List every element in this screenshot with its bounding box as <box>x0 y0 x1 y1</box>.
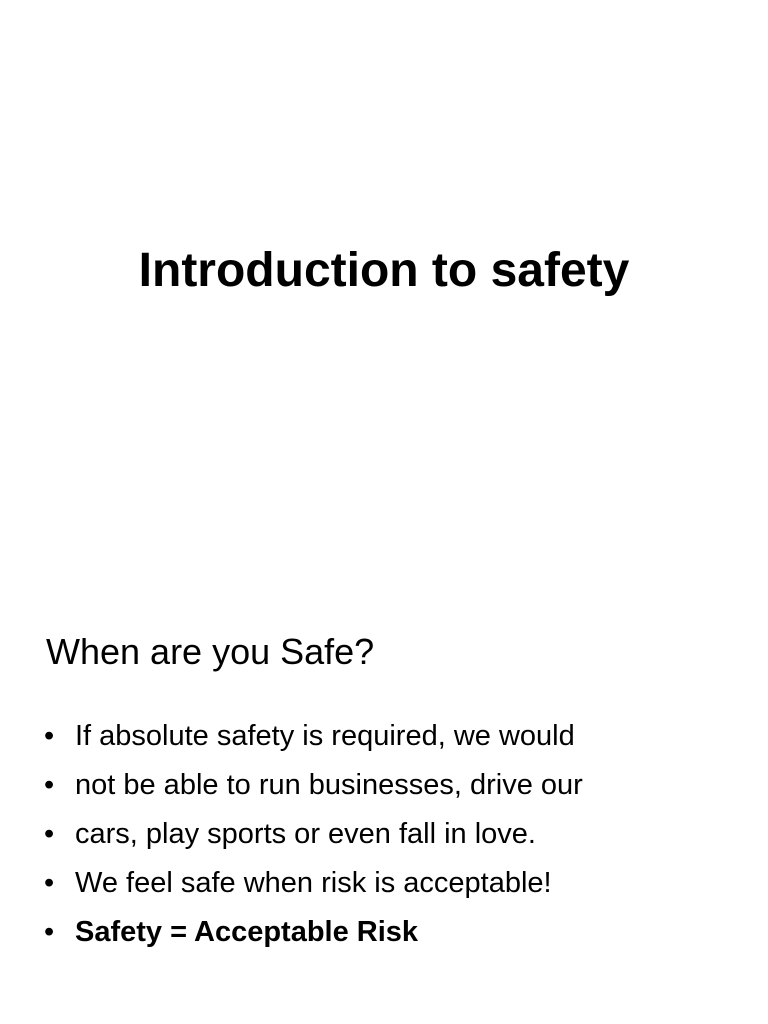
bullet-item-emphasis <box>44 908 583 957</box>
bullet-text-bold: Safety = Acceptable Risk <box>75 916 419 948</box>
bullet-icon: • <box>44 769 55 801</box>
bullet-icon: • <box>44 916 55 948</box>
bullet-icon: • <box>44 818 55 850</box>
slide-heading: When are you Safe? <box>46 630 375 672</box>
bullet-item <box>44 712 583 761</box>
bullet-list <box>44 712 583 957</box>
bullet-text: cars, play sports or even fall in love. <box>75 818 536 850</box>
bullet-text: If absolute safety is required, we would <box>75 720 575 752</box>
slide-title: Introduction to safety <box>138 244 630 298</box>
bullet-item <box>44 810 583 859</box>
bullet-icon: • <box>44 867 55 899</box>
bullet-text: We feel safe when risk is acceptable! <box>75 867 552 899</box>
bullet-item <box>44 761 583 810</box>
bullet-icon: • <box>44 720 55 752</box>
bullet-text: not be able to run businesses, drive our <box>75 769 583 801</box>
bullet-item <box>44 859 583 908</box>
content-slide <box>0 512 768 1024</box>
